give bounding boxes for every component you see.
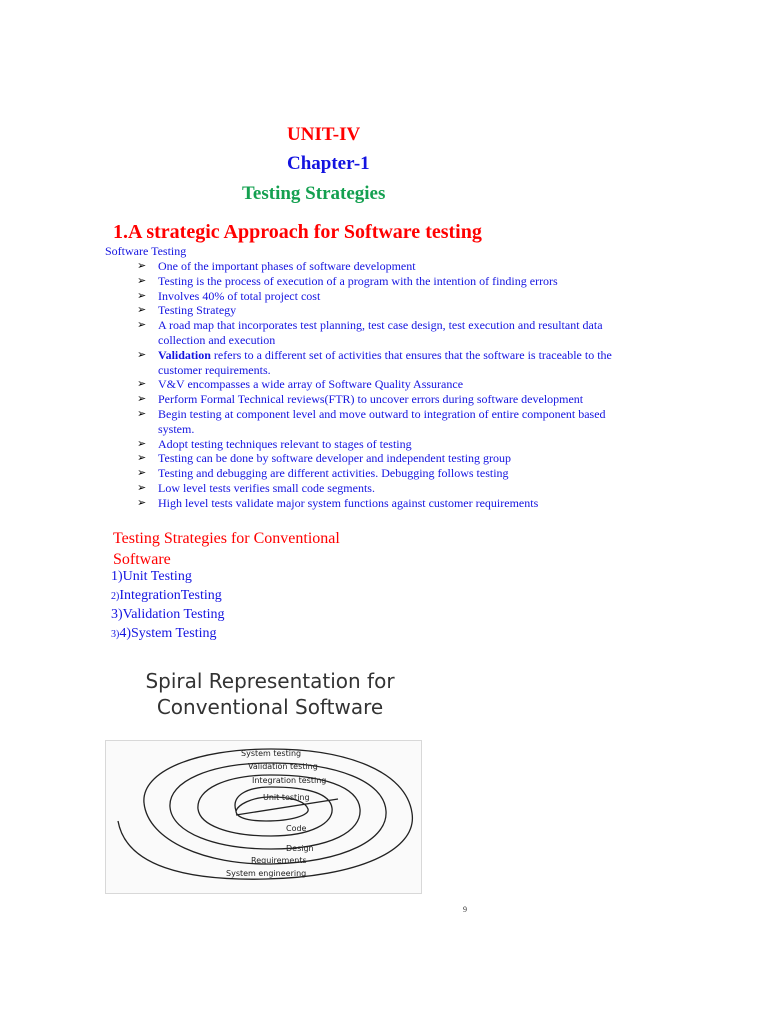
- list-item: ➢ Adopt testing techniques relevant to stages of testing: [137, 436, 412, 451]
- bullet-list: [137, 259, 627, 511]
- list-item: ➢ Involves 40% of total project cost: [137, 288, 321, 303]
- list-item: ➢ V&V encompasses a wide array of Software Quality Assurance: [137, 377, 464, 392]
- spiral-title-line: Spiral Representation for: [145, 669, 395, 693]
- arrow-bullet-icon: ➢: [137, 495, 147, 509]
- spiral-title-line: Conventional Software: [156, 695, 384, 719]
- label-code: Code: [286, 824, 307, 833]
- conventional-heading: Testing Strategies for Conventional Software: [113, 530, 340, 568]
- list-item: ➢ High level tests validate major system functions against customer requirements: [137, 495, 539, 510]
- list-item: 3)Validation Testing: [111, 607, 225, 622]
- label-design: Design: [286, 844, 314, 853]
- topic-title: Testing Strategies: [242, 183, 386, 204]
- list-item: ➢ Begin testing at component level and move outward to integration of entire component based system.: [137, 406, 606, 436]
- arrow-bullet-icon: ➢: [137, 451, 147, 465]
- list-item: ➢ Testing and debugging are different activities. Debugging follows testing: [137, 466, 509, 481]
- page-number: 9: [463, 905, 467, 914]
- unit-title: UNIT-IV: [287, 124, 361, 145]
- section-heading: 1.A strategic Approach for Software testing: [113, 221, 482, 243]
- list-item: ➢ Testing is the process of execution of a program with the intention of finding errors: [137, 273, 558, 288]
- label-unit-testing: Unit testing: [263, 793, 310, 802]
- arrow-bullet-icon: ➢: [137, 480, 147, 494]
- list-item: ➢ Validation refers to a different set of activities that ensures that the software is traceable to the customer requirements.: [137, 347, 612, 377]
- spiral-title: [110, 668, 430, 720]
- list-item: ➢ Perform Formal Technical reviews(FTR) to uncover errors during software development: [137, 392, 584, 407]
- arrow-bullet-icon: ➢: [137, 377, 147, 391]
- list-item: 2)IntegrationTesting: [111, 588, 222, 603]
- label-system-testing: System testing: [241, 749, 302, 758]
- arrow-bullet-icon: ➢: [137, 273, 147, 287]
- label-integration-testing: Integration testing: [252, 776, 327, 785]
- arrow-bullet-icon: ➢: [137, 466, 147, 480]
- arrow-bullet-icon: ➢: [137, 347, 147, 361]
- list-item: 1)Unit Testing: [111, 569, 192, 584]
- list-item: ➢ A road map that incorporates test planning, test case design, test execution and resultant data collection and execution: [137, 318, 603, 347]
- list-item: ➢ Low level tests verifies small code segments.: [137, 480, 375, 495]
- list-item: ➢ One of the important phases of software development: [137, 259, 416, 273]
- section-label: Software Testing: [105, 244, 187, 258]
- arrow-bullet-icon: ➢: [137, 392, 147, 406]
- label-system-engineering: System engineering: [226, 869, 307, 878]
- list-item: 3)4)System Testing: [111, 626, 217, 641]
- spiral-svg: [106, 741, 421, 893]
- conventional-list: [111, 568, 224, 644]
- list-item: ➢ Testing can be done by software developer and independent testing group: [137, 451, 512, 466]
- arrow-bullet-icon: ➢: [137, 303, 147, 317]
- list-item: ➢ Testing Strategy: [137, 303, 237, 318]
- label-requirements: Requirements: [251, 856, 307, 865]
- spiral-diagram: [105, 740, 422, 894]
- arrow-bullet-icon: ➢: [137, 259, 147, 272]
- label-validation-testing: Validation testing: [248, 762, 318, 771]
- arrow-bullet-icon: ➢: [137, 436, 147, 450]
- validation-bold: Validation: [158, 347, 211, 362]
- arrow-bullet-icon: ➢: [137, 288, 147, 302]
- arrow-bullet-icon: ➢: [137, 318, 147, 332]
- arrow-bullet-icon: ➢: [137, 406, 147, 420]
- chapter-title: Chapter-1: [287, 153, 370, 174]
